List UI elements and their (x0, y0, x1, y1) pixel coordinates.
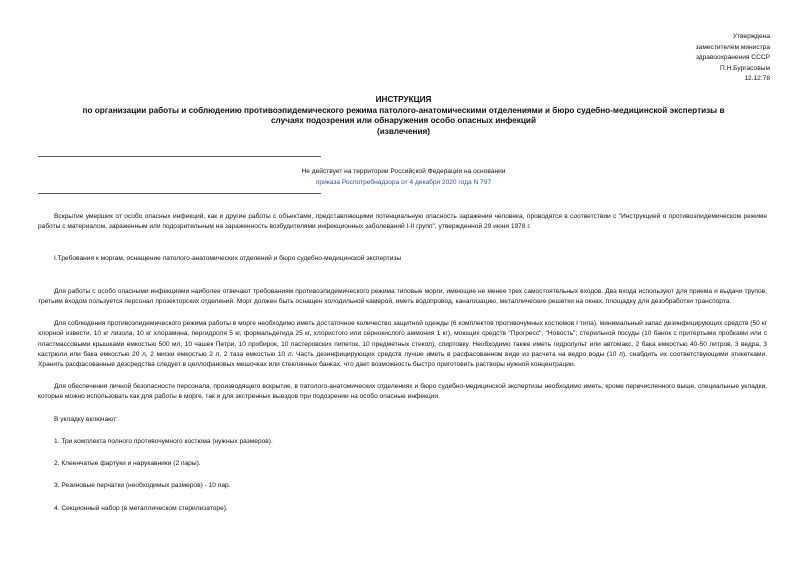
document-title (40, 95, 767, 138)
title-subtitle: (извлечения) (377, 126, 430, 136)
status-text: Не действует на территории Российской Федерации на основании (301, 168, 506, 175)
paragraph: Для работы с особо опасными инфекциями наиболее отвечают требованиям противоэпидемического режима типовые морги, имеющие не менее трех самостоятельных входов. Два входа используют для приема и выдачи трупов, третьим входом пользуется персонал прозекторских отделений. Морг должен быть оснащен холодильной камерой, иметь водопровод, канализацию, металлические решетки на окнах, площадку для дезобработки транспорта. (38, 287, 767, 305)
list-item: 3. Резиновые перчатки (необходимых размеров) - 10 пар. (54, 482, 231, 490)
divider-top (38, 156, 321, 157)
kit-intro: В укладку включают: (54, 415, 118, 423)
title-line: по организации работы и соблюдению противоэпидемического режима патолого-анатомическими отделениями и бюро судебно-медицинской экспертизы в (82, 105, 725, 115)
approval-line: заместителем министра (695, 43, 770, 51)
divider-bottom (38, 193, 321, 194)
paragraph: Для соблюдения противоэпидемического режима работы в морге необходимо иметь достаточное количество защитной одежды (6 комплектов противочумных костюмов I типа), минимальный запас дезинфицирующих средств (50 кг хлорной извести, 10 кг лизола, 10 кг хлорамина, пергидроля 5 кг, формальдегида 25 кг, хлористого или сернокислого аммония 1 кг), моющих средств "Прогресс", "Новость"; стерильной посуды (10 банок с притертыми пробками или с пластмассовыми крышками емкостью 500 мл, 10 чашек Петри, 10 пробирок, 10 пастеровских пипеток, 10 предметных стекол), спиртовку. Необходимо также иметь гидропульт или автомакс, 2 бака емкостью 40-50 литров, 3 ведра, 3 кастрюли или бака емкостью 20 л, 2 миски емкостью 2 л, 2 таза емкостью 10 л. Часть дезинфицирующих средств лучше иметь в расфасованном виде из расчета на ведро воды (10 л), снабдить их соответствующими этикетками. Хранить расфасованные дезсредства следует в целлофановых мешочках или стеклянных банках, что дает возможность быстро приготовить растворы нужной концентрации. (38, 320, 767, 368)
approval-line: Утверждена (732, 33, 770, 40)
intro-paragraph: Вскрытие умерших от особо опасных инфекций, как и другие работы с объектами, представляющими потенциальную опасность заражения человека, проводятся в соответствии с "Инструкцией о противоэпидемическом режиме работы с материалом, зараженным или подозрительным на зараженность возбудителями инфекционных заболеваний I-II групп", утвержденной 29 июня 1978 г. (38, 213, 767, 231)
status-notice (0, 166, 807, 188)
list-item: 4. Секционный набор (в металлическом стерилизаторе). (54, 504, 228, 512)
document-body (38, 212, 767, 514)
title-heading: ИНСТРУКЦИЯ (375, 95, 432, 104)
section-heading: I.Требования к моргам, оснащение патолого-анатомических отделений и бюро судебно-медицинской экспертизы (54, 255, 402, 263)
title-line: случаях подозрения или обнаружения особо опасных инфекций (270, 116, 536, 126)
approval-line: П.Н.Бургасовым (720, 64, 770, 72)
list-item: 2. Клеенчатые фартуки и нарукавники (2 пары). (54, 460, 201, 468)
status-link[interactable]: приказа Роспотребнадзора от 4 декабря 2020 года N 797 (315, 179, 492, 187)
paragraph: Для обеспечения личной безопасности персонала, производящего вскрытие, в патолого-анатомических отделениях и бюро судебно-медицинской экспертизы необходимо иметь, кроме перечисленного выше, специальные укладки, которые можно использовать как для работы в морге, так и для экстренных выездов при подозрении на особо опасные инфекции. (38, 383, 767, 401)
approval-stamp (696, 32, 770, 85)
list-item: 1. Три комплекта полного противочумного костюма (нужных размеров). (54, 437, 273, 445)
approval-line: здравоохранения СССР (695, 54, 770, 62)
approval-date: 12.12.78 (744, 75, 770, 83)
